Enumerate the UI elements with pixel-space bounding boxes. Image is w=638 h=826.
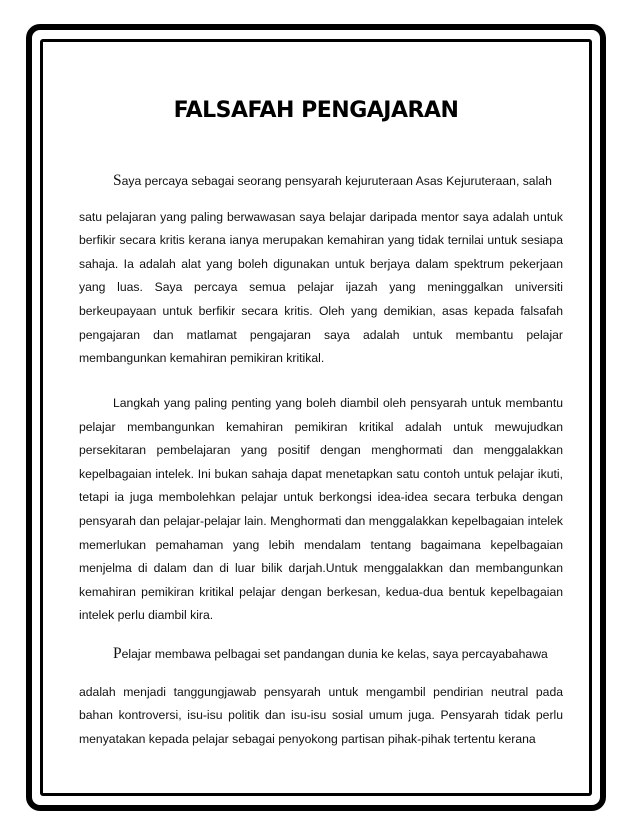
paragraph-1-first-line: aya percaya sebagai seorang pensyarah kejuruteraan Asas Kejuruteraan, salah bbox=[121, 174, 552, 188]
line-gap bbox=[79, 194, 563, 206]
paragraph-3-first-letter: P bbox=[113, 645, 122, 662]
paragraph-3 bbox=[79, 642, 563, 751]
paragraph-1 bbox=[79, 169, 563, 371]
paragraph-1-body: satu pelajaran yang paling berwawasan saya belajar daripada mentor saya adalah untuk berfikir secara kritis kerana ianya merupakan kemahiran yang tidak ternilai untuk sesiapa sahaja. Ia adalah alat yang boleh digunakan untuk berjaya dalam spektrum pekerjaan yang luas. Saya percaya semua pelajar ijazah yang meninggalkan universiti berkeupayaan untuk berfikir secara kritis. Oleh yang demikian, asas kepada falsafah pengajaran dan matlamat pengajaran saya adalah untuk membantu pelajar membangunkan kemahiran pemikiran kritikal. bbox=[79, 209, 563, 366]
paragraph-2 bbox=[79, 392, 563, 628]
document-title: FALSAFAH PENGAJARAN bbox=[173, 98, 459, 123]
paragraph-3-first-line: elajar membawa pelbagai set pandangan dunia ke kelas, saya percayabahawa bbox=[121, 647, 548, 661]
paragraph-2-body: Langkah yang paling penting yang boleh diambil oleh pensyarah untuk membantu pelajar membangunkan kemahiran pemikiran kritikal adalah untuk mewujudkan persekitaran pembelajaran yang positif dengan menghormati dan menggalakkan kepelbagaian intelek. Ini bukan sahaja dapat menetapkan satu contoh untuk pelajar ikuti, tetapi ia juga membolehkan pelajar untuk berkongsi idea-idea secara terbuka dengan pensyarah dan pelajar-pelajar lain. Menghormati dan menggalakkan kepelbagaian intelek memerlukan pemahaman yang lebih mendalam tentang bagaimana kepelbagaian menjelma di dalam dan di luar bilik darjah.Untuk menggalakkan dan membangunkan kemahiran pemikiran kritikal pelajar dengan berkesan, kedua-dua bentuk kepelbagaian intelek perlu diambil kira. bbox=[79, 396, 563, 623]
paragraph-3-body: adalah menjadi tanggungjawab pensyarah untuk mengambil pendirian neutral pada bahan kontroversi, isu-isu politik dan isu-isu sosial umum juga. Pensyarah tidak perlu menyatakan kepada pelajar sebagai penyokong partisan pihak-pihak tertentu kerana bbox=[79, 684, 563, 746]
paragraph-1-first-letter: S bbox=[113, 172, 122, 189]
line-gap bbox=[79, 667, 563, 681]
